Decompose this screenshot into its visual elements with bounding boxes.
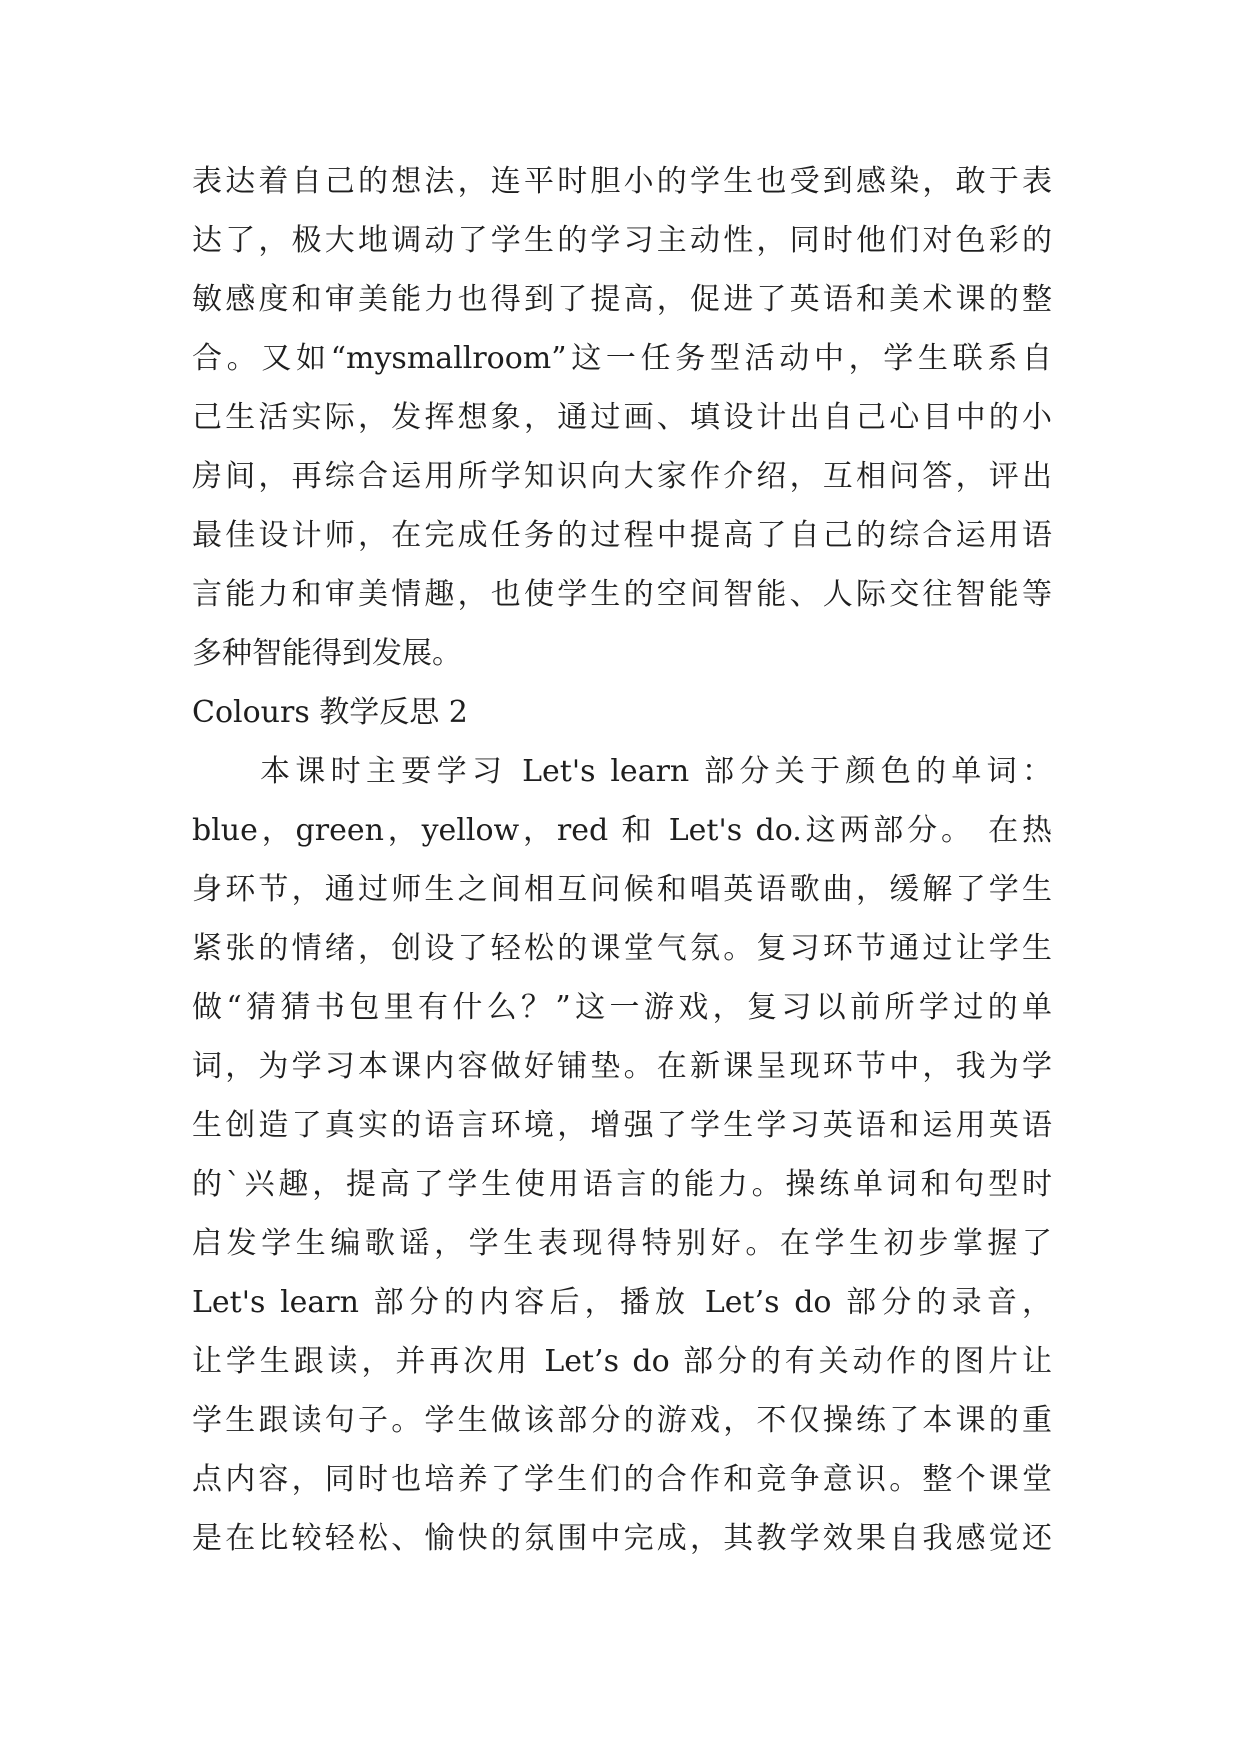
- text-line: 做“猜猜书包里有什么？”这一游戏，复习以前所学过的单: [192, 990, 1052, 1025]
- text-line: 学生跟读句子。学生做该部分的游戏，不仅操练了本课的重: [192, 1403, 1052, 1438]
- document-body: [192, 152, 1052, 1568]
- text-line: 言能力和审美情趣，也使学生的空间智能、人际交往智能等: [192, 577, 1052, 612]
- text-line: 的`兴趣，提高了学生使用语言的能力。操练单词和句型时: [192, 1167, 1052, 1202]
- text-line: 生创造了真实的语言环境，增强了学生学习英语和运用英语: [192, 1108, 1052, 1143]
- text-line: 紧张的情绪，创设了轻松的课堂气氛。复习环节通过让学生: [192, 931, 1052, 966]
- text-line: 身环节，通过师生之间相互问候和唱英语歌曲，缓解了学生: [192, 872, 1052, 907]
- text-line: 词，为学习本课内容做好铺垫。在新课呈现环节中，我为学: [192, 1049, 1052, 1084]
- text-line: 启发学生编歌谣，学生表现得特别好。在学生初步掌握了: [192, 1226, 1052, 1261]
- paragraph-1: [192, 152, 1052, 683]
- text-line: 敏感度和审美能力也得到了提高，促进了英语和美术课的整: [192, 282, 1052, 317]
- text-line: 房间，再综合运用所学知识向大家作介绍，互相问答，评出: [192, 459, 1052, 494]
- paragraph-2: [192, 742, 1052, 1568]
- text-line: 让学生跟读，并再次用 Let’s do 部分的有关动作的图片让: [192, 1344, 1052, 1379]
- text-line: 己生活实际，发挥想象，通过画、填设计出自己心目中的小: [192, 400, 1052, 435]
- text-line: 多种智能得到发展。: [192, 636, 462, 671]
- text-line: Let's learn 部分的内容后，播放 Let’s do 部分的录音，: [192, 1285, 1052, 1320]
- text-line: 本课时主要学习 Let's learn 部分关于颜色的单词：: [260, 754, 1052, 789]
- text-line: 是在比较轻松、愉快的氛围中完成，其教学效果自我感觉还: [192, 1521, 1052, 1556]
- text-line: 表达着自己的想法，连平时胆小的学生也受到感染，敢于表: [192, 164, 1052, 199]
- text-line: blue，green，yellow，red 和 Let's do.这两部分。 在热: [192, 813, 1052, 848]
- section-heading: Colours 教学反思 2: [192, 695, 468, 730]
- text-line: 达了，极大地调动了学生的学习主动性，同时他们对色彩的: [192, 223, 1052, 258]
- text-line: 点内容，同时也培养了学生们的合作和竞争意识。整个课堂: [192, 1462, 1052, 1497]
- text-line: 最佳设计师，在完成任务的过程中提高了自己的综合运用语: [192, 518, 1052, 553]
- text-line: 合。又如“mysmallroom”这一任务型活动中，学生联系自: [192, 341, 1052, 376]
